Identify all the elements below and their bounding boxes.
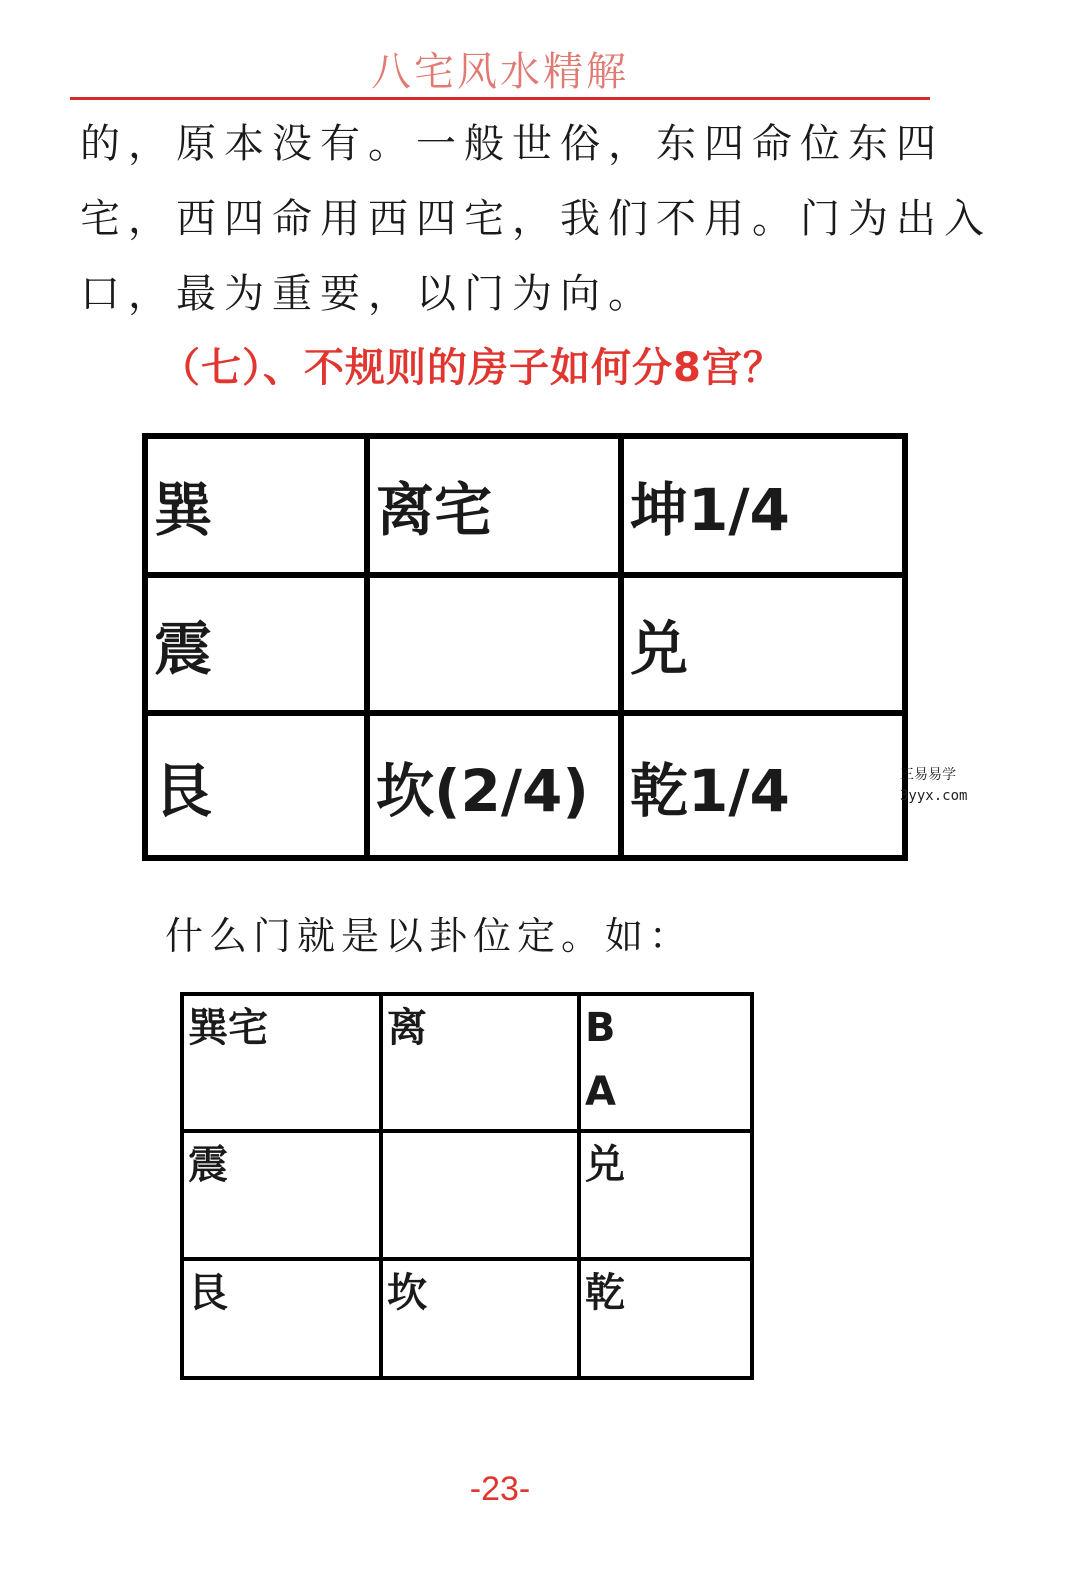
grid2-cell-zhen: 震 (184, 1133, 383, 1261)
page-header-title: 八宅风水精解 (371, 49, 629, 95)
grid2-label-a: A (585, 1069, 616, 1115)
grid1-cell-gen: 艮 (148, 716, 370, 855)
grid1-cell-center (370, 578, 624, 717)
grid2-cell-kan: 坎 (383, 1261, 581, 1376)
bagua-grid-door-example (180, 992, 754, 1380)
page-number: -23- (469, 1470, 531, 1508)
grid2-cell-center (383, 1133, 581, 1261)
grid2-cell-gen: 艮 (184, 1261, 383, 1376)
grid1-cell-xun: 巽 (148, 439, 370, 578)
section-heading: （七）、不规则的房子如何分8宫？ (160, 345, 784, 391)
intro-text: 什么门就是以卦位定。如： (165, 914, 694, 958)
grid2-label-b: B (585, 1005, 616, 1051)
grid2-cell-kun (581, 996, 750, 1133)
watermark (900, 765, 967, 807)
header-rule (70, 97, 930, 100)
body-text-line-1: 的，原本没有。一般世俗，东四命位东四 (80, 121, 944, 167)
grid1-cell-kun: 坤1/4 (624, 439, 902, 578)
grid2-cell-dui: 兑 (581, 1133, 750, 1261)
grid1-cell-kan: 坎(2/4) (370, 716, 624, 855)
body-text-line-3: 口，最为重要，以门为向。 (80, 271, 656, 317)
watermark-line-1: 三易易学 (900, 767, 956, 783)
grid1-cell-li: 离宅 (370, 439, 624, 578)
grid1-cell-zhen: 震 (148, 578, 370, 717)
grid1-cell-qian: 乾1/4 (630, 756, 790, 825)
watermark-line-2: 3yyx.com (900, 788, 968, 804)
body-text-line-2: 宅，西四命用西四宅，我们不用。门为出入 (80, 196, 992, 242)
grid2-cell-qian: 乾 (585, 1270, 625, 1316)
bagua-grid-irregular (142, 433, 908, 861)
grid2-cell-li: 离 (383, 996, 581, 1133)
grid2-cell-xun: 巽宅 (184, 996, 383, 1133)
grid1-cell-dui: 兑 (624, 578, 902, 717)
